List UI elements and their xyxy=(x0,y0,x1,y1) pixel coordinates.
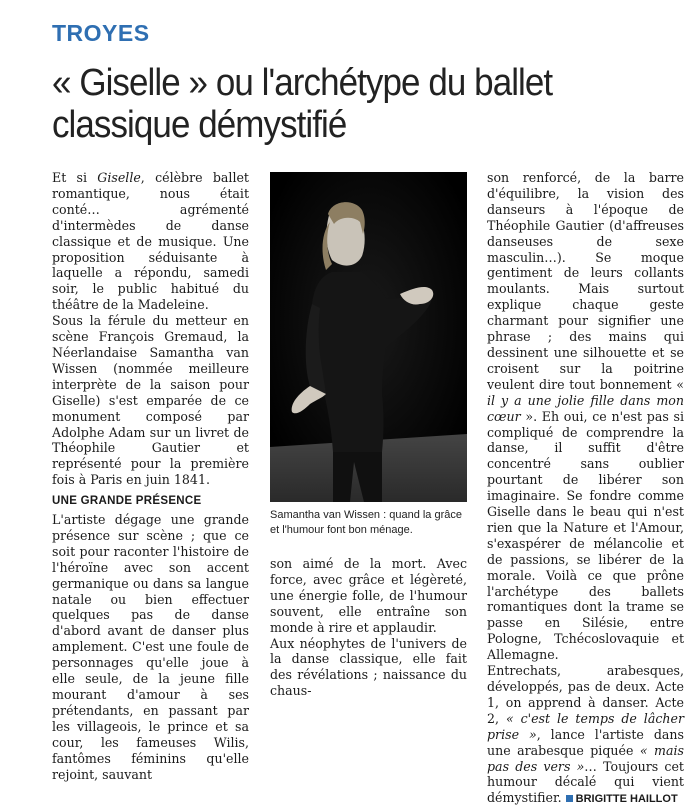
paragraph: son aimé de la mort. Avec force, avec grâce et légèreté, une énergie folle, de l'humour souvent, elle entraîne son monde à rire et applaudir. xyxy=(270,556,467,635)
dancer-photo xyxy=(270,172,467,502)
paragraph xyxy=(487,170,684,663)
text-run-italic: « mais pas des vers » xyxy=(487,742,685,774)
paragraph xyxy=(52,170,249,313)
byline-square-icon xyxy=(566,795,573,802)
text-run: Entrechats, arabesques, développés, pas de deux. Acte 1, on apprend à danser. Acte 2, xyxy=(487,663,684,726)
paragraph: Sous la férule du metteur en scène François Gremaud, la Néerlandaise Samantha van Wissen (nommée meilleure interprète de la saison pour Giselle) s'est emparée de ce monument composé par Adolphe Adam sur un livret de Théophile Gautier et représenté pour la première fois à Paris en juin 1841. xyxy=(52,313,249,488)
text-run-italic: Giselle xyxy=(97,170,141,185)
paragraph xyxy=(487,663,684,808)
text-run: son renforcé, de la barre d'équilibre, la vision des danseurs à l'époque de Théophile Gautier (d'affreuses danseuses de sexe masculin…). Se moque gentiment de leurs collants moulants. Mais surtout explique chaque geste charmant pour signifier une phrase ; des mains qui dessinent une silhouette et se croisent sur la poitrine veulent dire tout bonnement « xyxy=(487,170,684,392)
text-run: ». Eh oui, ce n'est pas si compliqué de comprendre la danse, il suffit d'être concentré sans oublier pourtant de libérer son imaginaire. Se fondre comme Giselle dans le beau qui n'est rien que la Nature et l'Amour, s'exaspérer de mélancolie et de passions, se libérer de la morale. Voilà ce que prône l'archétype des ballets romantiques dont la trame se passe en Silésie, entre Pologne, Tchécoslovaquie et Allemagne. xyxy=(487,408,684,663)
text-run: , célèbre ballet romantique, nous était conté… agrémenté d'intermèdes de danse classique et de musique. Une proposition séduisante à laquelle a répondu, samedi soir, le public habitué du théâtre de la Madeleine. xyxy=(52,170,249,313)
text-run-italic: il y a une jolie fille dans mon cœur xyxy=(487,392,684,424)
article-column-1 xyxy=(52,170,249,782)
paragraph: Aux néophytes de l'univers de la danse classique, elle fait des révélations ; naissance du chaus- xyxy=(270,635,467,699)
subheading: UNE GRANDE PRÉSENCE xyxy=(52,495,202,508)
text-run: … Toujours cet humour décalé qui vient démystifier. xyxy=(487,758,684,806)
article-headline: « Giselle » ou l'archétype du ballet classique démystifié xyxy=(52,62,553,146)
article-column-3 xyxy=(487,170,684,808)
author-byline: BRIGITTE HAILLOT xyxy=(575,793,678,806)
paragraph: L'artiste dégage une grande présence sur scène ; que ce soit pour raconter l'histoire de l'héroïne avec son accent germanique ou dans sa langue natale ou bien effectuer quelques pas de danse d'abord avant de danser plus amplement. C'est une foule de personnages qu'elle joue à elle seule, de la jeune fille mourant d'amour à ses prétendants, en passant par les villageois, le prince et sa cour, les fameuses Wilis, fantômes féminins qu'elle rejoint, sauvant xyxy=(52,512,249,782)
photo-caption: Samantha van Wissen : quand la grâce et l'humour font bon ménage. xyxy=(270,509,463,536)
text-run: Et si xyxy=(52,170,98,185)
section-kicker: TROYES xyxy=(52,20,150,46)
text-run: , lance l'artiste dans une arabesque piquée xyxy=(487,726,684,758)
article-column-2 xyxy=(270,556,467,699)
text-run-italic: « c'est le temps de lâcher prise » xyxy=(487,710,684,742)
